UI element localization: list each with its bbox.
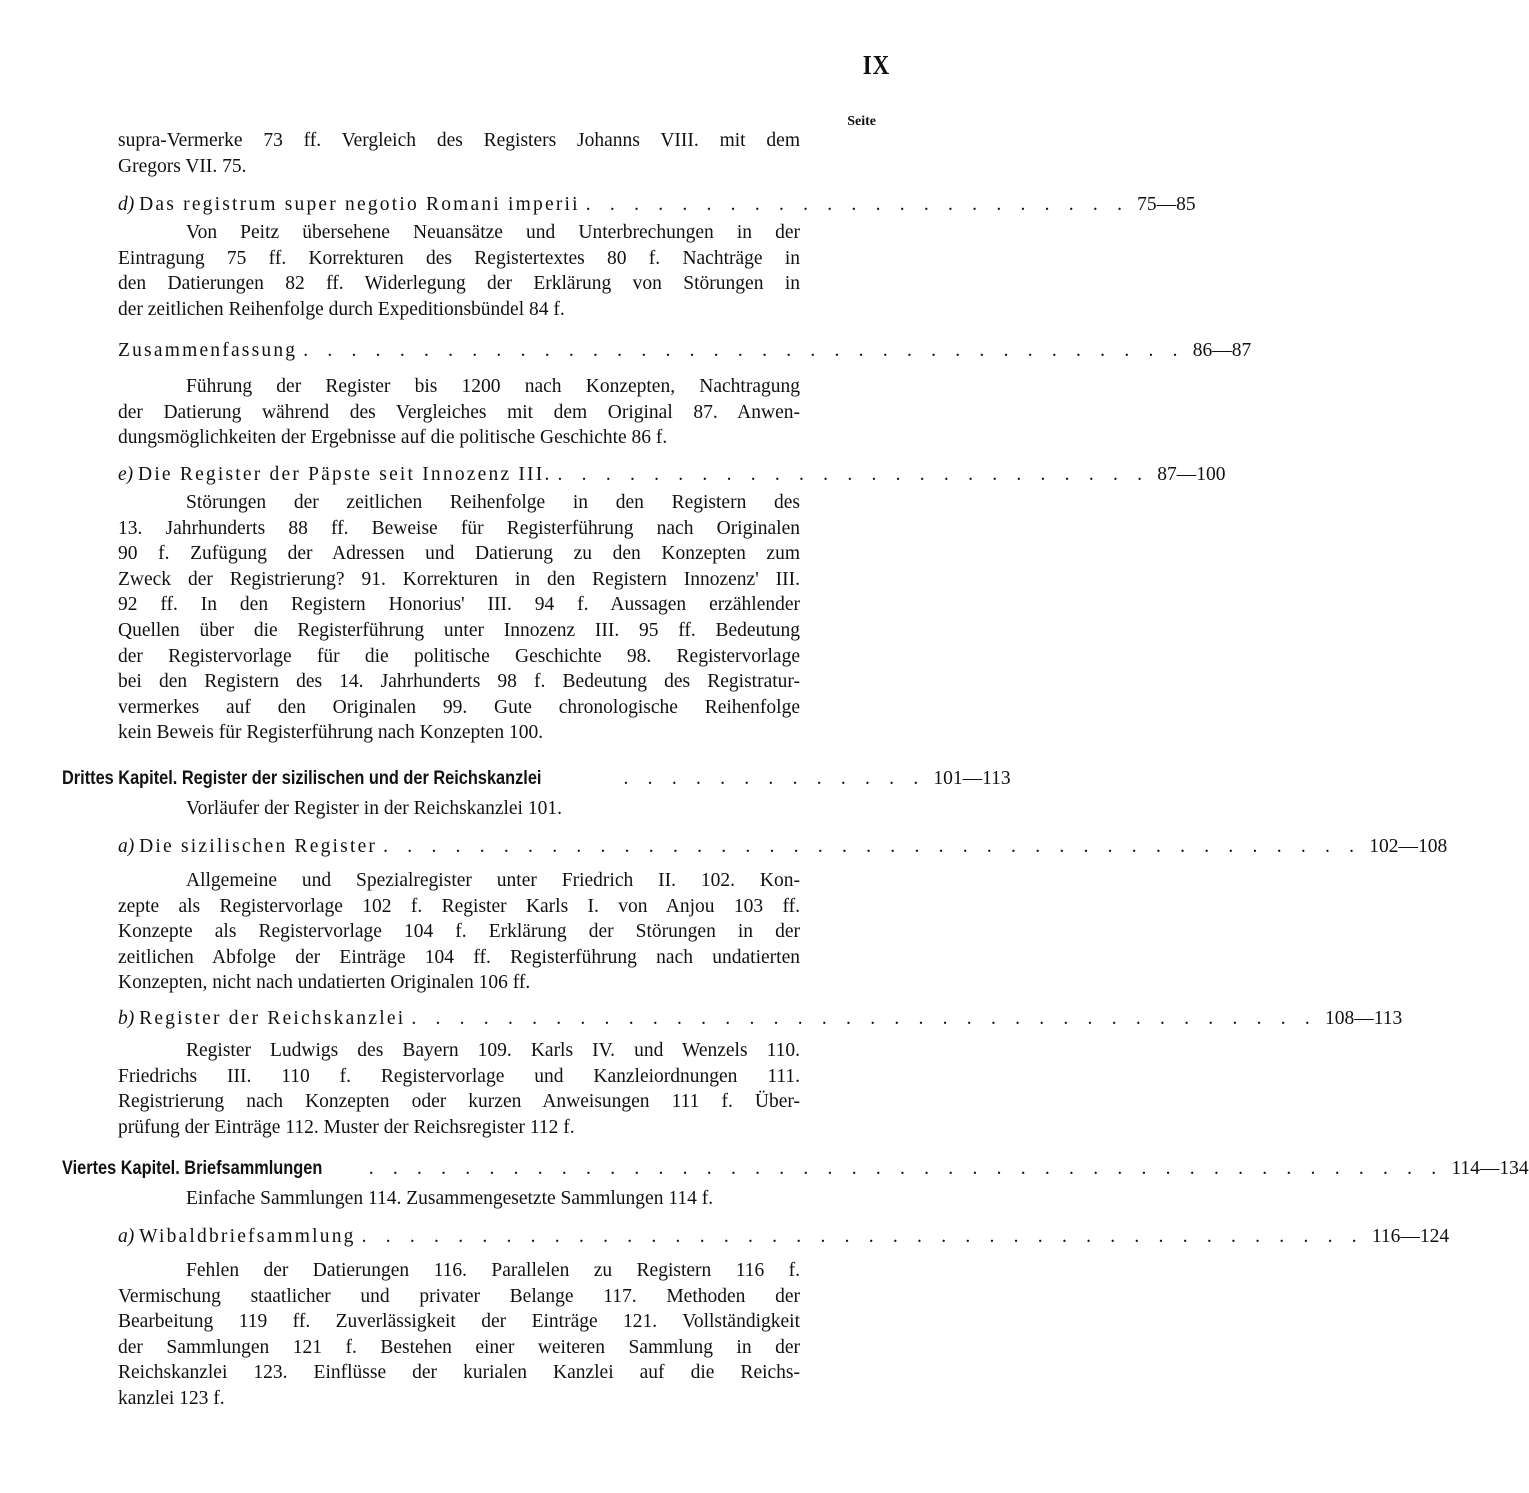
toc-entry-4a[interactable] xyxy=(118,1224,1450,1250)
intro-paragraph xyxy=(118,128,800,179)
leader-dots: . . . . . . . . . . . . . . . . . . . . . . . . . xyxy=(557,464,1150,485)
entry-description xyxy=(118,374,800,451)
leader-dots: . . . . . . . . . . . . . . . . . . . . . . . xyxy=(585,194,1130,215)
entry-title xyxy=(118,1224,356,1250)
text-line: vermerkes auf den Originalen 99. Gute chronologische Reihenfolge xyxy=(118,696,800,718)
leader-dots: . . . . . . . . . . . . . xyxy=(623,768,926,789)
text-line: 90 f. Zufügung der Adressen und Datierung zu den Konzepten zum xyxy=(118,543,800,565)
chapter-description xyxy=(118,796,800,822)
entry-title-text: Die sizilischen Register xyxy=(139,836,378,857)
text-line: Führung der Register bis 1200 nach Konzepten, Nachtragung xyxy=(186,376,800,397)
entry-label: b) xyxy=(118,1008,135,1029)
toc-entry-d[interactable] xyxy=(118,192,1196,218)
leader-dots: . . . . . . . . . . . . . . . . . . . . . . . . . . . . . . . . . . . . . xyxy=(303,340,1185,361)
entry-title xyxy=(118,834,377,860)
text-line: zepte als Registervorlage 102 f. Register Karls I. von Anjou 103 ff. xyxy=(118,895,800,917)
entry-title: Zusammenfassung xyxy=(118,340,298,361)
entry-title-text: Register der Reichskanzlei xyxy=(139,1008,406,1029)
chapter-pages: 114—134 xyxy=(1451,1158,1529,1179)
entry-label: e) xyxy=(118,464,134,485)
text-line: prüfung der Einträge 112. Muster der Reichsregister 112 f. xyxy=(118,1116,575,1138)
entry-description xyxy=(118,1258,800,1412)
chapter-description xyxy=(118,1186,800,1212)
toc-entry-e[interactable] xyxy=(118,462,1226,488)
text-line: Reichskanzlei 123. Einflüsse der kurialen Kanzlei auf die Reichs- xyxy=(118,1362,800,1384)
text-line: der zeitlichen Reihenfolge durch Expeditionsbündel 84 f. xyxy=(118,298,565,320)
entry-description xyxy=(118,490,800,746)
text-line: Register Ludwigs des Bayern 109. Karls IV. und Wenzels 110. xyxy=(186,1040,800,1061)
entry-title-text: Wibaldbriefsammlung xyxy=(139,1226,356,1247)
toc-entry-3a[interactable] xyxy=(118,834,1448,860)
text-line: kanzlei 123 f. xyxy=(118,1387,225,1409)
text-line: Einfache Sammlungen 114. Zusammengesetzte Sammlungen 114 f. xyxy=(186,1188,714,1209)
text-line: den Datierungen 82 ff. Widerlegung der Erklärung von Störungen in xyxy=(118,273,800,295)
text-line: Zweck der Registrierung? 91. Korrekturen in den Registern Innozenz' III. xyxy=(118,568,800,590)
entry-description xyxy=(118,1038,800,1140)
text-line: Vermischung staatlicher und privater Belange 117. Methoden der xyxy=(118,1285,800,1307)
text-line: 13. Jahrhunderts 88 ff. Beweise für Registerführung nach Originalen xyxy=(118,517,800,539)
toc-entry-summary[interactable] xyxy=(118,338,1252,364)
text-line: zeitlichen Abfolge der Einträge 104 ff. Registerführung nach undatierten xyxy=(118,946,800,968)
entry-pages: 87—100 xyxy=(1157,464,1226,485)
entry-title-text: Das registrum super negotio Romani imperii xyxy=(139,194,580,215)
entry-pages: 75—85 xyxy=(1137,194,1196,215)
text-line: Registrierung nach Konzepten oder kurzen Anweisungen 111 f. Über- xyxy=(118,1091,800,1113)
leader-dots: . . . . . . . . . . . . . . . . . . . . . . . . . . . . . . . . . . . . . . . . . . . . . xyxy=(368,1158,1444,1179)
leader-dots: . . . . . . . . . . . . . . . . . . . . . . . . . . . . . . . . . . . . . . . . . . xyxy=(361,1226,1364,1247)
text-line: Konzepten, nicht nach undatierten Originalen 106 ff. xyxy=(118,972,531,994)
text-line: Eintragung 75 ff. Korrekturen des Registertextes 80 f. Nachträge in xyxy=(118,247,800,269)
page-column-label: Seite xyxy=(847,114,876,129)
entry-description xyxy=(118,220,800,322)
entry-pages: 116—124 xyxy=(1371,1226,1450,1247)
text-line: Fehlen der Datierungen 116. Parallelen zu Registern 116 f. xyxy=(186,1260,800,1281)
text-line: Gregors VII. 75. xyxy=(118,155,247,177)
text-line: dungsmöglichkeiten der Ergebnisse auf die politische Geschichte 86 f. xyxy=(118,427,668,449)
text-line: bei den Registern des 14. Jahrhunderts 98 f. Bedeutung des Registratur- xyxy=(118,671,800,693)
chapter-pages: 101—113 xyxy=(933,768,1011,789)
leader-dots: . . . . . . . . . . . . . . . . . . . . . . . . . . . . . . . . . . . . . . xyxy=(411,1008,1317,1029)
entry-description xyxy=(118,868,800,996)
toc-chapter-3[interactable] xyxy=(62,766,1011,792)
text-line: Quellen über die Registerführung unter Innozenz III. 95 ff. Bedeutung xyxy=(118,619,800,641)
text-line: 92 ff. In den Registern Honorius' III. 94 f. Aussagen erzählender xyxy=(118,594,800,616)
text-line: kein Beweis für Registerführung nach Konzepten 100. xyxy=(118,722,544,744)
text-line: Bearbeitung 119 ff. Zuverlässigkeit der Einträge 121. Vollständigkeit xyxy=(118,1311,800,1333)
entry-title xyxy=(118,1006,405,1032)
text-line: supra-Vermerke 73 ff. Vergleich des Registers Johanns VIII. mit dem xyxy=(118,130,800,151)
text-line: Konzepte als Registervorlage 104 f. Erklärung der Störungen in der xyxy=(118,921,800,943)
entry-label: a) xyxy=(118,836,135,857)
text-line: Allgemeine und Spezialregister unter Friedrich II. 102. Kon- xyxy=(186,870,800,891)
text-line: Störungen der zeitlichen Reihenfolge in den Registern des xyxy=(186,492,800,513)
chapter-title: Viertes Kapitel. Briefsammlungen xyxy=(62,1158,323,1179)
entry-label: a) xyxy=(118,1226,135,1247)
chapter-title: Drittes Kapitel. Register der sizilischen und der Reichskanzlei xyxy=(62,768,542,789)
entry-title-text: Die Register der Päpste seit Innozenz III. xyxy=(138,464,552,485)
text-line: der Datierung während des Vergleiches mit dem Original 87. Anwen- xyxy=(118,401,800,423)
toc-chapter-4[interactable] xyxy=(62,1156,1529,1182)
entry-pages: 108—113 xyxy=(1324,1008,1403,1029)
page-number: IX xyxy=(862,50,890,80)
text-line: Friedrichs III. 110 f. Registervorlage und Kanzleiordnungen 111. xyxy=(118,1065,800,1087)
text-line: der Registervorlage für die politische Geschichte 98. Registervorlage xyxy=(118,645,800,667)
entry-pages: 86—87 xyxy=(1192,340,1252,361)
text-line: der Sammlungen 121 f. Bestehen einer weiteren Sammlung in der xyxy=(118,1336,800,1358)
text-line: Von Peitz übersehene Neuansätze und Unterbrechungen in der xyxy=(186,222,800,243)
entry-pages: 102—108 xyxy=(1369,836,1448,857)
entry-label: d) xyxy=(118,194,135,215)
entry-title xyxy=(118,462,552,488)
entry-title xyxy=(118,192,580,218)
text-line: Vorläufer der Register in der Reichskanzlei 101. xyxy=(186,798,562,819)
toc-entry-3b[interactable] xyxy=(118,1006,1403,1032)
leader-dots: . . . . . . . . . . . . . . . . . . . . . . . . . . . . . . . . . . . . . . . . . xyxy=(383,836,1362,857)
